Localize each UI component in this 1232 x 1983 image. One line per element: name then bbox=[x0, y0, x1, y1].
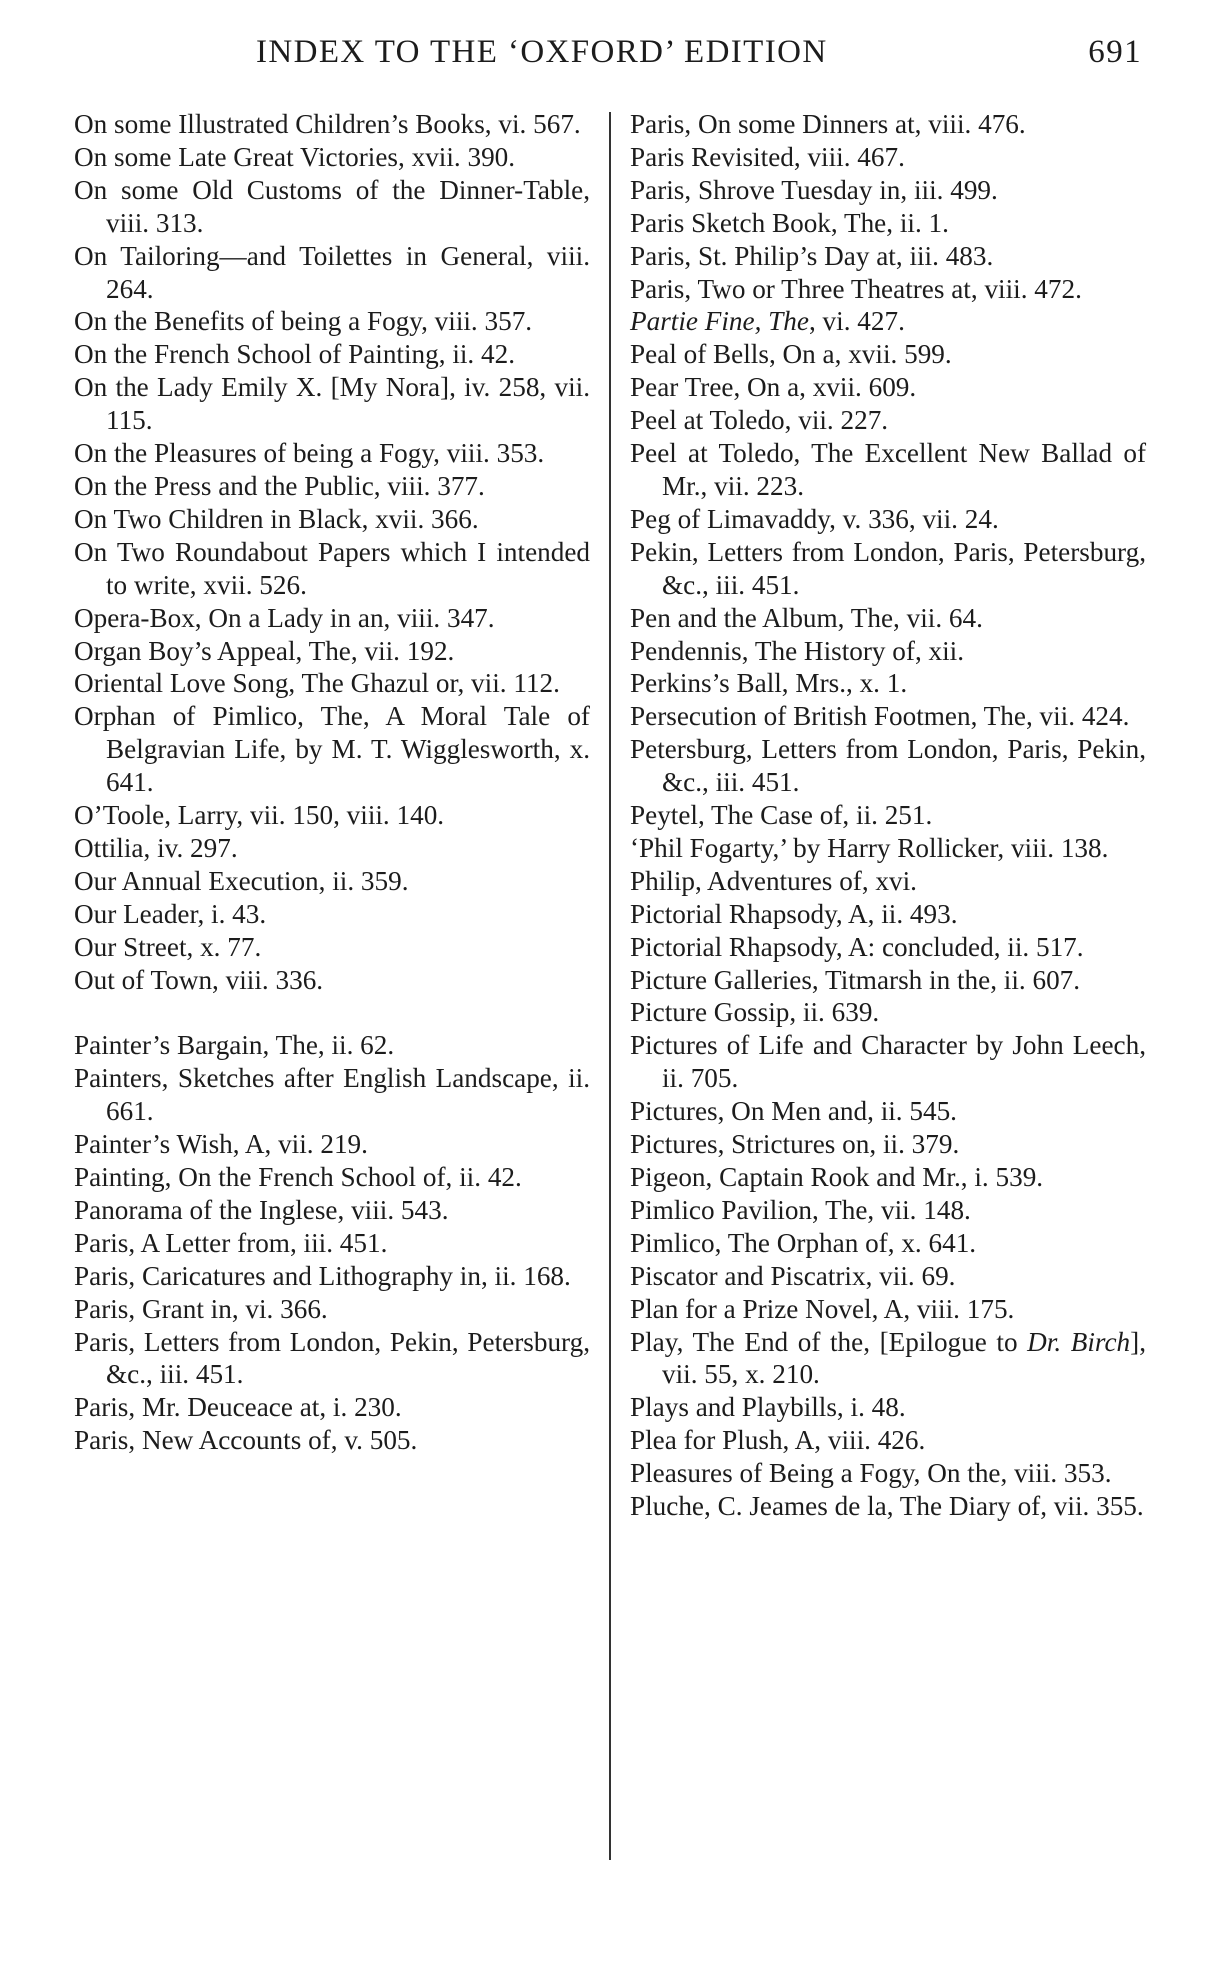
index-entry: Out of Town, viii. 336. bbox=[74, 964, 324, 995]
index-entry: Paris, St. Philip’s Day at, iii. 483. bbox=[630, 240, 994, 271]
index-entry: On some Illustrated Children’s Books, vi. 567. bbox=[74, 109, 581, 139]
index-entry: On Two Children in Black, xvii. 366. bbox=[74, 503, 479, 534]
italic-title: Dr. Birch bbox=[1027, 1326, 1131, 1357]
index-entry: Peel at Toledo, The Excellent New Ballad of Mr., vii. 223. bbox=[630, 438, 1146, 501]
index-entry: On the French School of Painting, ii. 42. bbox=[74, 339, 516, 370]
index-entry: Paris, A Letter from, iii. 451. bbox=[74, 1227, 388, 1258]
index-entry: Plan for a Prize Novel, A, viii. 175. bbox=[630, 1293, 1015, 1324]
index-entry: O’Toole, Larry, vii. 150, viii. 140. bbox=[74, 800, 445, 831]
index-entry: Paris, Grant in, vi. 366. bbox=[74, 1293, 328, 1324]
entry-reference: , vi. 427. bbox=[808, 306, 905, 337]
index-entry: Ottilia, iv. 297. bbox=[74, 832, 238, 863]
entry-reference: ], vii. 55, x. 210. bbox=[662, 1326, 1147, 1390]
index-entry: On the Benefits of being a Fogy, viii. 357. bbox=[74, 306, 533, 337]
index-entry: On some Late Great Victories, xvii. 390. bbox=[74, 141, 516, 172]
index-entry: Peel at Toledo, vii. 227. bbox=[630, 405, 889, 436]
index-entry: Piscator and Piscatrix, vii. 69. bbox=[630, 1260, 956, 1291]
index-entry: Peytel, The Case of, ii. 251. bbox=[630, 800, 933, 831]
index-entry: Paris Revisited, viii. 467. bbox=[630, 141, 905, 172]
index-entry: Pictorial Rhapsody, A: concluded, ii. 517. bbox=[630, 931, 1084, 962]
index-entry: On Tailoring—and Toilettes in General, viii. 264. bbox=[74, 240, 590, 304]
entry-text: Play, The End of the, [Epilogue to bbox=[630, 1326, 1028, 1357]
index-entry: Plea for Plush, A, viii. 426. bbox=[630, 1425, 926, 1456]
page-number: 691 bbox=[1088, 34, 1142, 70]
index-entry: On the Press and the Public, viii. 377. bbox=[74, 470, 485, 501]
index-entry: Peal of Bells, On a, xvii. 599. bbox=[630, 339, 952, 370]
index-entry: Pigeon, Captain Rook and Mr., i. 539. bbox=[630, 1162, 1044, 1192]
italic-title: Partie Fine, The bbox=[630, 306, 809, 337]
index-entry: Pimlico Pavilion, The, vii. 148. bbox=[630, 1194, 971, 1225]
index-entry: Plays and Playbills, i. 48. bbox=[630, 1392, 906, 1423]
index-entry: Painter’s Bargain, The, ii. 62. bbox=[74, 1030, 395, 1061]
index-entry: Our Leader, i. 43. bbox=[74, 898, 267, 929]
index-entry: Pear Tree, On a, xvii. 609. bbox=[630, 372, 917, 403]
index-entry: Pendennis, The History of, xii. bbox=[630, 635, 965, 666]
index-entry: Paris, On some Dinners at, viii. 476. bbox=[630, 109, 1026, 139]
index-entry: Petersburg, Letters from London, Paris, Pekin, &c., iii. 451. bbox=[630, 734, 1146, 798]
section-gap bbox=[74, 996, 590, 1029]
index-entry: Paris, New Accounts of, v. 505. bbox=[74, 1425, 418, 1456]
index-entry: Paris, Letters from London, Pekin, Petersburg, &c., iii. 451. bbox=[74, 1326, 590, 1390]
index-entry: Peg of Limavaddy, v. 336, vii. 24. bbox=[630, 503, 999, 534]
running-header bbox=[0, 28, 1232, 76]
index-entry: Paris, Caricatures and Lithography in, ii. 168. bbox=[74, 1260, 571, 1291]
index-entry: Our Annual Execution, ii. 359. bbox=[74, 865, 409, 896]
index-entry: On the Lady Emily X. [My Nora], iv. 258, vii. 115. bbox=[74, 372, 590, 436]
running-title: INDEX TO THE ‘OXFORD’ EDITION bbox=[256, 34, 828, 70]
column-divider bbox=[609, 112, 611, 1860]
index-entry: Paris, Mr. Deuceace at, i. 230. bbox=[74, 1392, 402, 1423]
index-entry: ‘Phil Fogarty,’ by Harry Rollicker, viii. 138. bbox=[630, 832, 1109, 863]
index-entry: Opera-Box, On a Lady in an, viii. 347. bbox=[74, 602, 495, 633]
index-entry: On the Pleasures of being a Fogy, viii. 353. bbox=[74, 438, 545, 469]
index-entry: On Two Roundabout Papers which I intended to write, xvii. 526. bbox=[74, 536, 590, 600]
index-entry: Pictorial Rhapsody, A, ii. 493. bbox=[630, 898, 958, 929]
index-entry: Oriental Love Song, The Ghazul or, vii. 112. bbox=[74, 668, 560, 699]
index-entry: Organ Boy’s Appeal, The, vii. 192. bbox=[74, 635, 455, 666]
index-entry: Panorama of the Inglese, viii. 543. bbox=[74, 1194, 449, 1225]
index-entry bbox=[630, 1326, 1146, 1392]
index-entry: Pictures, On Men and, ii. 545. bbox=[630, 1096, 957, 1127]
index-entry: Pleasures of Being a Fogy, On the, viii. 353. bbox=[630, 1458, 1112, 1489]
left-column bbox=[74, 108, 590, 1457]
index-entry: Paris, Shrove Tuesday in, iii. 499. bbox=[630, 174, 998, 205]
index-entry: Pluche, C. Jeames de la, The Diary of, vii. 355. bbox=[630, 1491, 1144, 1522]
index-entry: Picture Gossip, ii. 639. bbox=[630, 997, 880, 1028]
index-entry: Painter’s Wish, A, vii. 219. bbox=[74, 1129, 368, 1160]
index-entry: Picture Galleries, Titmarsh in the, ii. 607. bbox=[630, 964, 1081, 995]
index-entry bbox=[630, 305, 1146, 338]
index-entry: Pen and the Album, The, vii. 64. bbox=[630, 602, 983, 633]
index-entry: Our Street, x. 77. bbox=[74, 931, 262, 962]
index-entry: Paris, Two or Three Theatres at, viii. 472. bbox=[630, 273, 1082, 304]
index-entry: Painting, On the French School of, ii. 42. bbox=[74, 1161, 522, 1192]
index-entry: Perkins’s Ball, Mrs., x. 1. bbox=[630, 668, 908, 699]
index-entry: Orphan of Pimlico, The, A Moral Tale of Belgravian Life, by M. T. Wigglesworth, x. 641. bbox=[74, 701, 590, 798]
index-entry: Philip, Adventures of, xvi. bbox=[630, 865, 917, 896]
index-entry: Pimlico, The Orphan of, x. 641. bbox=[630, 1227, 977, 1258]
index-entry: Pictures of Life and Character by John Leech, ii. 705. bbox=[630, 1030, 1146, 1094]
index-entry: Paris Sketch Book, The, ii. 1. bbox=[630, 207, 949, 238]
index-entry: Pictures, Strictures on, ii. 379. bbox=[630, 1129, 960, 1160]
index-entry: Persecution of British Footmen, The, vii. 424. bbox=[630, 701, 1130, 732]
right-column bbox=[630, 108, 1146, 1523]
index-entry: On some Old Customs of the Dinner-Table, viii. 313. bbox=[74, 174, 590, 238]
index-entry: Painters, Sketches after English Landscape, ii. 661. bbox=[74, 1063, 590, 1127]
index-entry: Pekin, Letters from London, Paris, Petersburg, &c., iii. 451. bbox=[630, 536, 1146, 600]
